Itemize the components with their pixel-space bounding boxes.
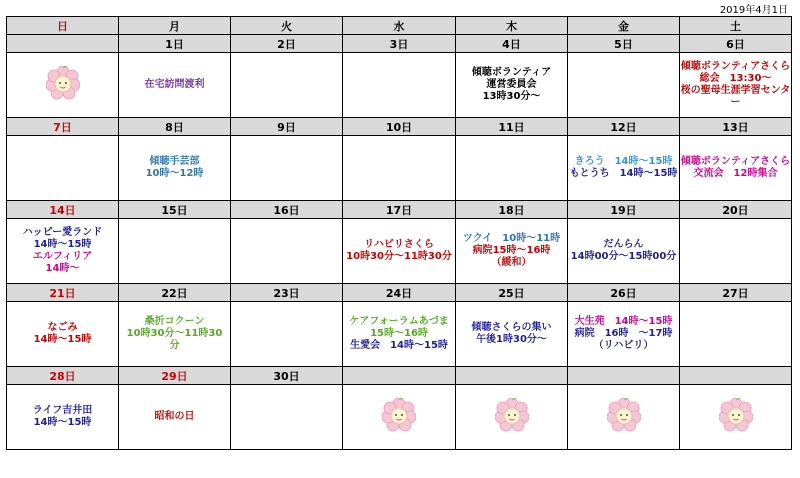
date-number: 11日	[456, 118, 568, 136]
day-events-cell	[7, 385, 119, 450]
day-events-cell	[680, 385, 792, 450]
day-events-cell	[231, 136, 343, 201]
date-number: 14日	[7, 201, 119, 219]
date-number: 2日	[231, 35, 343, 53]
day-events-cell	[568, 385, 680, 450]
event-line: もとうち 14時～15時	[569, 168, 678, 179]
date-row	[7, 201, 792, 219]
day-events-cell	[343, 302, 456, 367]
event-line: 運営委員会	[486, 79, 537, 90]
event-line: なごみ	[47, 322, 78, 333]
event-line: だんらん	[603, 239, 644, 250]
date-number: 26日	[568, 284, 680, 302]
date-row	[7, 118, 792, 136]
date-number	[7, 35, 119, 53]
date-number: 5日	[568, 35, 680, 53]
event-row	[7, 302, 792, 367]
date-number: 21日	[7, 284, 119, 302]
day-events-cell	[568, 219, 680, 284]
event-line: ツクイ 10時～11時	[462, 233, 561, 244]
date-number: 7日	[7, 118, 119, 136]
day-events-cell	[119, 136, 231, 201]
date-row	[7, 367, 792, 385]
event-line: 14時～15時	[33, 334, 92, 345]
weekday-thursday: 木	[456, 17, 568, 35]
day-events-cell	[680, 136, 792, 201]
event-line: 10時30分～11時30	[126, 328, 223, 339]
date-number: 16日	[231, 201, 343, 219]
event-line: （緩和）	[491, 257, 532, 268]
day-events-cell	[343, 385, 456, 450]
weekday-wednesday: 水	[343, 17, 456, 35]
flower-decoration	[607, 398, 641, 436]
date-number: 27日	[680, 284, 792, 302]
event-line: 病院15時～16時	[472, 245, 551, 256]
day-events-cell	[119, 302, 231, 367]
day-events-cell	[343, 53, 456, 118]
day-events-cell	[568, 53, 680, 118]
day-events-cell	[7, 136, 119, 201]
calendar-table	[6, 16, 792, 450]
event-line: ライフ吉井田	[32, 405, 93, 416]
date-row	[7, 35, 792, 53]
event-line: 14時～	[45, 263, 80, 274]
flower-icon	[607, 398, 641, 432]
event-line: 傾聴ボランティア	[471, 67, 552, 78]
day-events-cell	[343, 219, 456, 284]
date-number: 13日	[680, 118, 792, 136]
day-events-cell	[119, 219, 231, 284]
event-line: 大生苑 14時～15時	[574, 316, 673, 327]
day-events-cell	[231, 302, 343, 367]
flower-decoration	[382, 398, 416, 436]
day-events-cell	[119, 53, 231, 118]
flower-icon	[719, 398, 753, 432]
event-line: 在宅訪問渡利	[144, 79, 205, 90]
event-line: 傾聴ボランティアさくら	[680, 61, 791, 72]
day-events-cell	[680, 302, 792, 367]
day-events-cell	[568, 136, 680, 201]
weekday-tuesday: 火	[231, 17, 343, 35]
event-line: 14時～15時	[33, 417, 92, 428]
date-number: 9日	[231, 118, 343, 136]
date-number	[568, 367, 680, 385]
document-date: 2019年4月1日	[719, 5, 788, 16]
event-line: 傾聴さくらの集い	[471, 322, 552, 333]
date-number: 29日	[119, 367, 231, 385]
date-number: 17日	[343, 201, 456, 219]
event-line: 分	[169, 340, 180, 351]
event-line: 午後1時30分～	[476, 334, 547, 345]
date-number: 1日	[119, 35, 231, 53]
weekday-sunday: 日	[7, 17, 119, 35]
date-number	[343, 367, 456, 385]
date-number: 6日	[680, 35, 792, 53]
date-number: 28日	[7, 367, 119, 385]
date-number: 15日	[119, 201, 231, 219]
day-events-cell	[456, 53, 568, 118]
flower-decoration	[46, 66, 80, 104]
date-number: 8日	[119, 118, 231, 136]
day-events-cell	[343, 136, 456, 201]
date-number: 25日	[456, 284, 568, 302]
date-number: 24日	[343, 284, 456, 302]
event-line: 昭和の日	[154, 411, 195, 422]
day-events-cell	[7, 53, 119, 118]
day-events-cell	[680, 53, 792, 118]
event-line: 15時～16時	[370, 328, 428, 339]
date-row	[7, 284, 792, 302]
date-number: 30日	[231, 367, 343, 385]
day-events-cell	[231, 53, 343, 118]
event-line: 生愛会 14時～15時	[350, 340, 448, 351]
date-number: 4日	[456, 35, 568, 53]
date-number: 19日	[568, 201, 680, 219]
date-number: 3日	[343, 35, 456, 53]
date-number: 23日	[231, 284, 343, 302]
date-number	[456, 367, 568, 385]
date-number: 12日	[568, 118, 680, 136]
event-row	[7, 53, 792, 118]
day-events-cell	[231, 219, 343, 284]
event-line: （リハビリ）	[593, 340, 654, 351]
weekday-friday: 金	[568, 17, 680, 35]
event-line: エルフィリア	[32, 251, 93, 262]
event-line: 交流会 12時集合	[693, 168, 778, 179]
weekday-monday: 月	[119, 17, 231, 35]
event-line: 総会 13:30～	[699, 73, 772, 84]
date-number: 18日	[456, 201, 568, 219]
day-events-cell	[680, 219, 792, 284]
event-line: 13時30分～	[482, 91, 541, 102]
day-events-cell	[568, 302, 680, 367]
event-line: 10時～12時	[145, 168, 204, 179]
date-number	[680, 367, 792, 385]
event-line: ケアフォーラムあづま	[349, 316, 449, 327]
weekday-header-row	[7, 17, 792, 35]
event-line: 傾聴手芸部	[149, 156, 200, 167]
event-row	[7, 385, 792, 450]
event-line: 傾聴ボランティアさくら	[680, 156, 791, 167]
flower-icon	[382, 398, 416, 432]
event-line: 病院 16時 ～17時	[574, 328, 673, 339]
date-number: 22日	[119, 284, 231, 302]
event-row	[7, 219, 792, 284]
event-line: 桜の聖母生涯学習センター	[680, 85, 791, 108]
day-events-cell	[456, 219, 568, 284]
day-events-cell	[456, 385, 568, 450]
date-number: 20日	[680, 201, 792, 219]
day-events-cell	[7, 302, 119, 367]
day-events-cell	[456, 136, 568, 201]
event-line: 14時00分～15時00分	[570, 251, 677, 262]
weekday-saturday: 土	[680, 17, 792, 35]
event-line: 14時～15時	[33, 239, 92, 250]
event-line: 桑折コクーン	[144, 316, 205, 327]
event-line: ハッピー愛ランド	[22, 227, 103, 238]
day-events-cell	[456, 302, 568, 367]
flower-decoration	[719, 398, 753, 436]
flower-icon	[495, 398, 529, 432]
event-line: 10時30分～11時30分	[346, 251, 452, 262]
event-line: リハビリさくら	[364, 239, 434, 250]
event-row	[7, 136, 792, 201]
day-events-cell	[119, 385, 231, 450]
flower-icon	[46, 66, 80, 100]
day-events-cell	[231, 385, 343, 450]
day-events-cell	[7, 219, 119, 284]
event-line: きろう 14時～15時	[574, 156, 673, 167]
flower-decoration	[495, 398, 529, 436]
date-number: 10日	[343, 118, 456, 136]
